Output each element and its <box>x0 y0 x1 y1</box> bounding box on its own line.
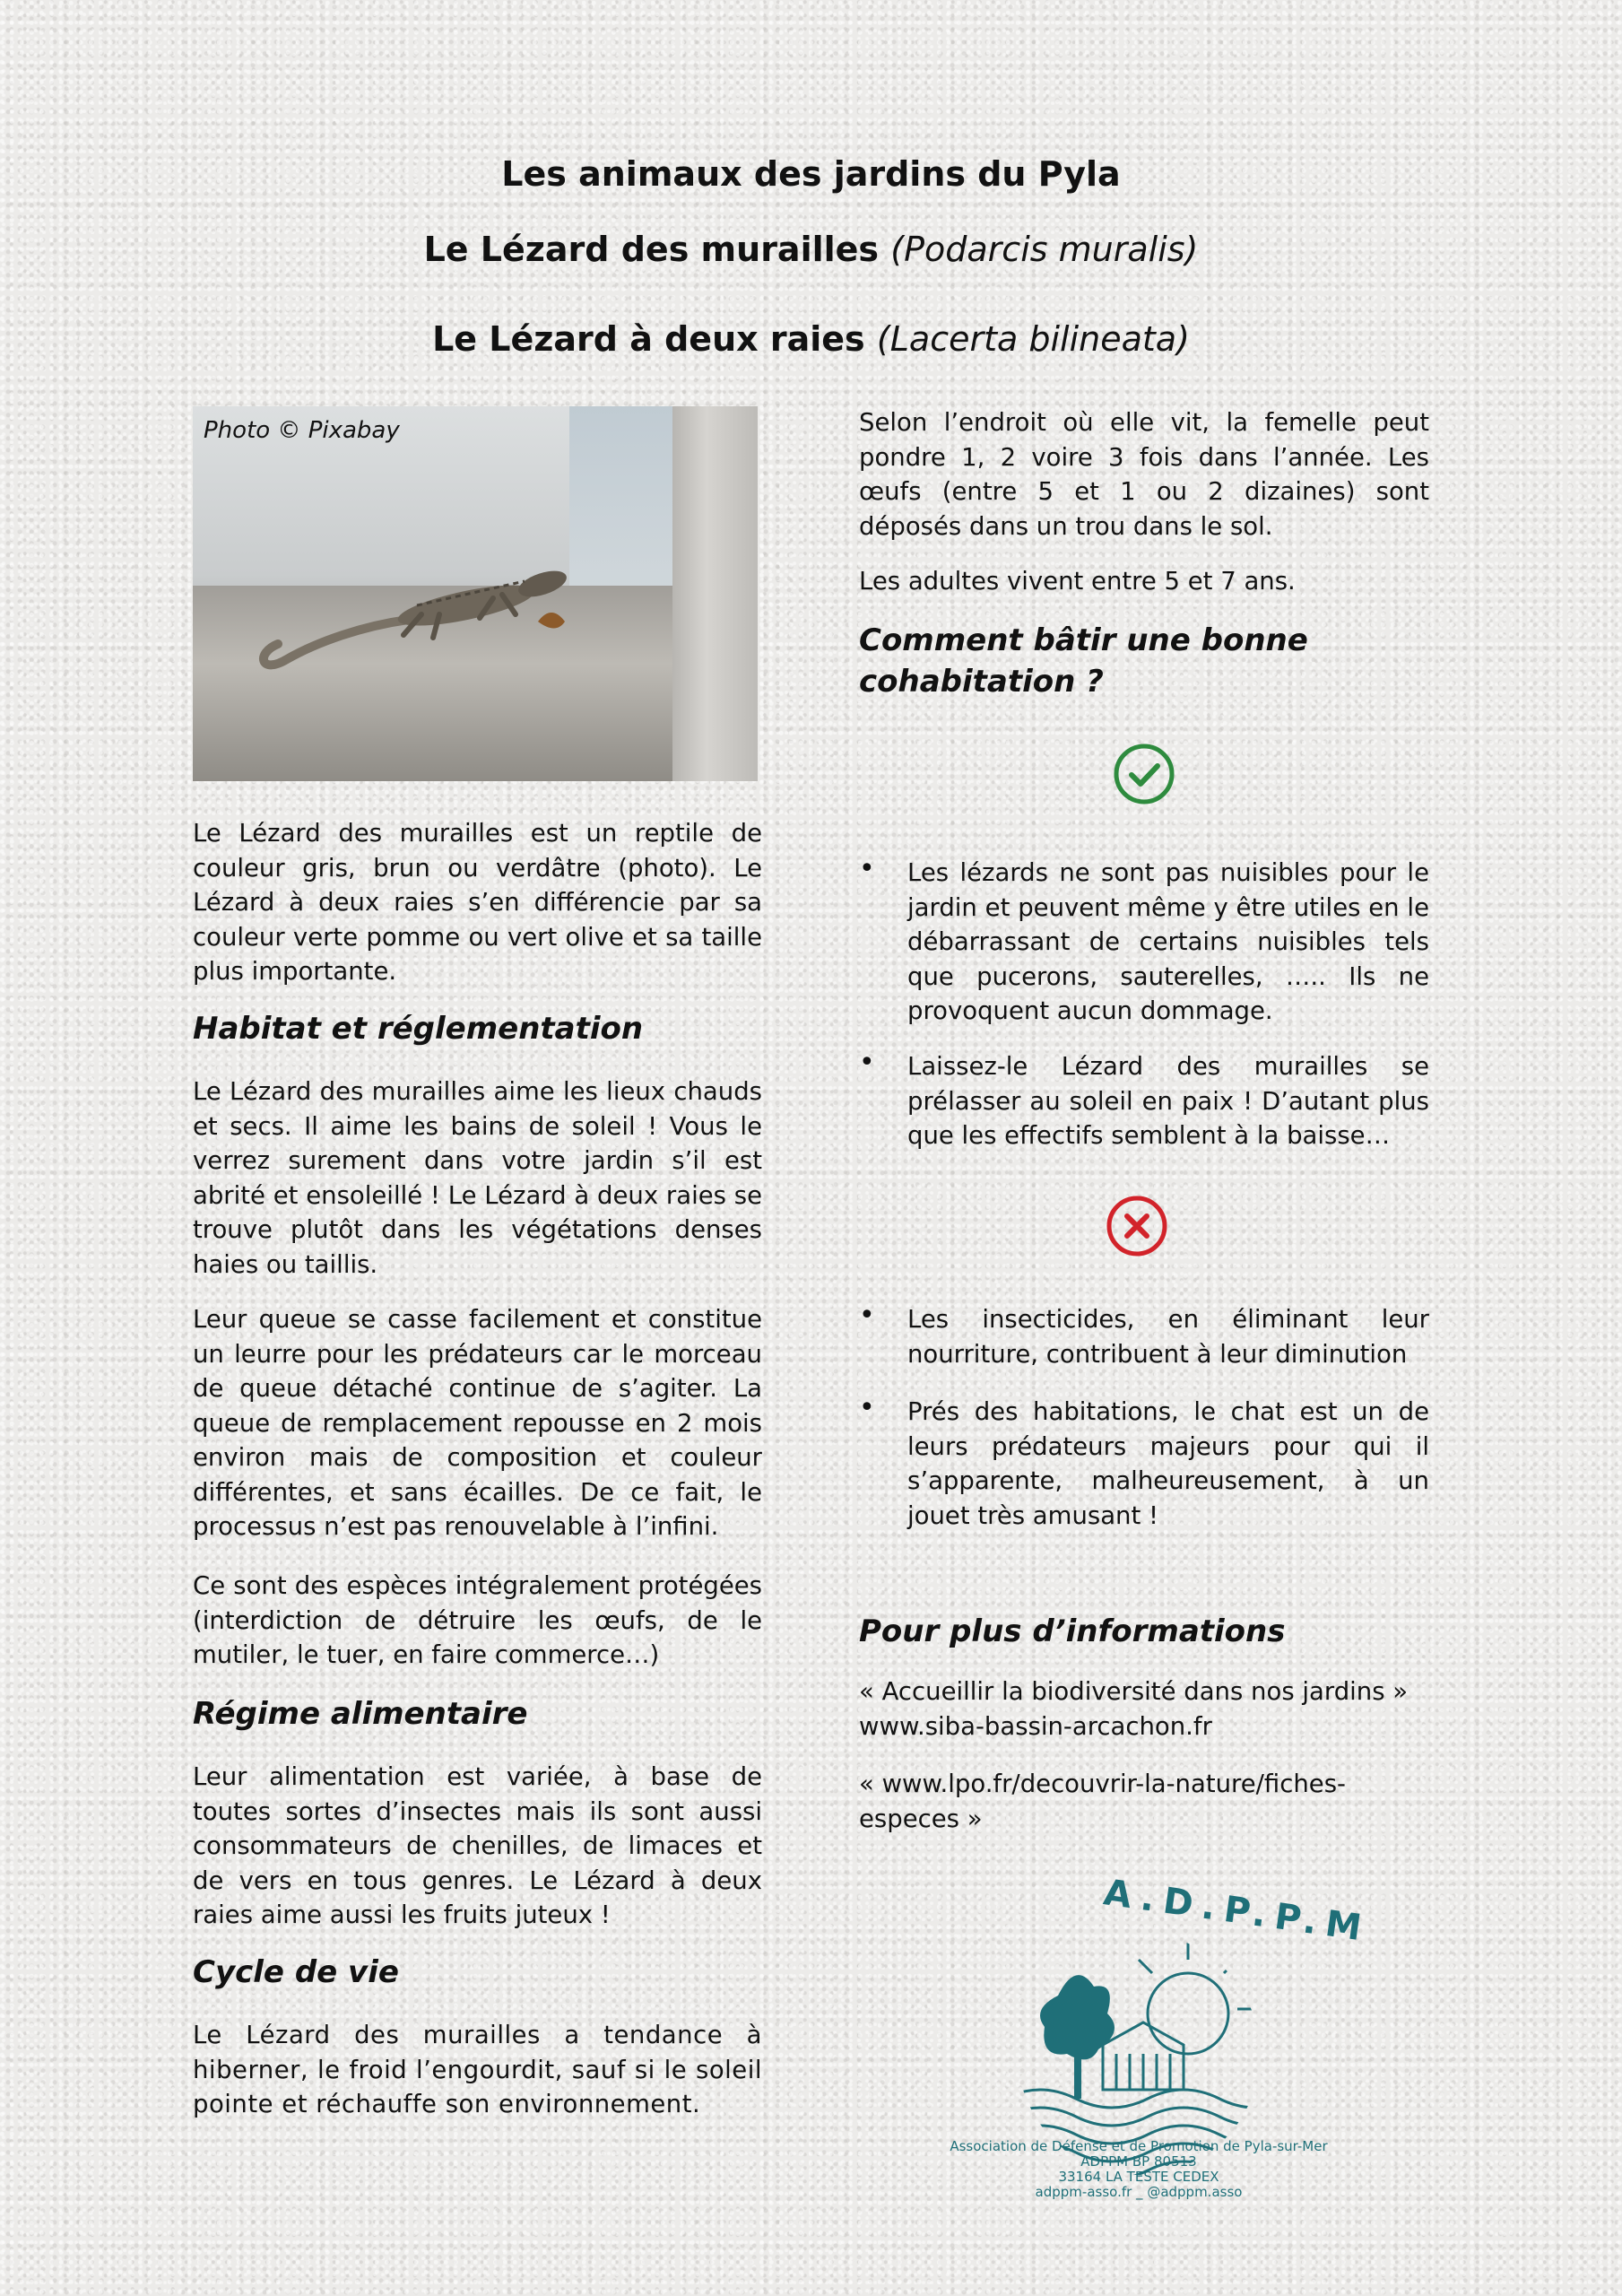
more-info-lpo: « www.lpo.fr/decouvrir-la-nature/fiches-especes » <box>859 1770 1346 1833</box>
cohabitation-heading: Comment bâtir une bonne cohabitation ? <box>859 622 1308 700</box>
bullet-point: • <box>859 853 875 884</box>
species2-title <box>0 319 1622 359</box>
more-info-heading: Pour plus d’informations <box>859 1613 1286 1649</box>
logo-address-block <box>915 2139 1363 2200</box>
logo-association-name: Association de Défense et de Promotion de Pyla-sur-Mer <box>950 2138 1328 2154</box>
reproduction-paragraph: Selon l’endroit où elle vit, la femelle peut pondre 1, 2 voire 3 fois dans l’année. Les œufs (entre 5 et 1 ou 2 dizaines) sont déposés dans un trou dans le sol. <box>859 408 1429 541</box>
species1-scientific-name: (Podarcis muralis) <box>890 230 1199 269</box>
page-title: Les animaux des jardins du Pyla <box>501 154 1121 194</box>
species2-name: Le Lézard à deux raies <box>432 319 865 359</box>
adults-lifespan-paragraph: Les adultes vivent entre 5 et 7 ans. <box>859 567 1296 596</box>
more-info-siba: « Accueillir la biodiversité dans nos jardins » www.siba-bassin-arcachon.fr <box>859 1677 1409 1741</box>
photo-credit: Photo © Pixabay <box>204 417 400 444</box>
bullet-point: • <box>859 1300 875 1331</box>
bad-practice-item-2 <box>859 1392 1429 1533</box>
logo-city: 33164 LA TESTE CEDEX <box>1058 2169 1219 2185</box>
bad-practice-text-2: Prés des habitations, le chat est un de leurs prédateurs majeurs pour qui il s’apparente, malheureusement, à un jouet très amusant ! <box>907 1397 1429 1530</box>
logo-postal-box: ADPPM BP 80513 <box>1080 2153 1197 2170</box>
habitat-paragraph-1: Le Lézard des murailles aime les lieux chauds et secs. Il aime les bains de soleil ! Vous le verrez surement dans votre jardin s’il est abrité et ensoleillé ! Le Lézard à deux raies se trouve plutôt dans les végétations denses haies ou taillis. <box>193 1077 762 1279</box>
check-circle-icon <box>1113 743 1175 805</box>
good-practice-item-2 <box>859 1049 1429 1153</box>
good-practice-text-1: Les lézards ne sont pas nuisibles pour le jardin et peuvent même y être utiles en le débarrassant de certains nuisibles tels que pucerons, sauterelles, ….. Ils ne provoquent aucun dommage. <box>907 858 1429 1025</box>
species1-name: Le Lézard des murailles <box>423 230 880 269</box>
bad-practice-item-1 <box>859 1302 1429 1371</box>
intro-paragraph: Le Lézard des murailles est un reptile de couleur gris, brun ou verdâtre (photo). Le Lézard à deux raies s’en différencie par sa couleur verte pomme ou vert olive et sa taille plus importante. <box>193 819 762 986</box>
lizard-photo <box>193 406 758 781</box>
life-cycle-paragraph: Le Lézard des murailles a tendance à hiberner, le froid l’engourdit, sauf si le soleil pointe et réchauffe son environnement. <box>193 2021 762 2118</box>
bullet-point: • <box>859 1392 875 1423</box>
cross-circle-icon <box>1106 1195 1168 1257</box>
species2-scientific-name: (Lacerta bilineata) <box>876 319 1190 359</box>
diet-heading: Régime alimentaire <box>193 1696 528 1732</box>
svg-text:A.D.P.P.M: A.D.P.P.M <box>1101 1872 1374 1951</box>
good-practice-text-2: Laissez-le Lézard des murailles se prélasser au soleil en paix ! D’autant plus que les effectifs semblent à la baisse… <box>907 1052 1429 1150</box>
habitat-paragraph-3: Ce sont des espèces intégralement protégées (interdiction de détruire les œufs, de le mutiler, le tuer, en faire commerce…) <box>193 1571 762 1669</box>
lizard-illustration <box>193 406 758 781</box>
diet-paragraph: Leur alimentation est variée, à base de toutes sortes d’insectes mais ils sont aussi consommateurs de chenilles, de limaces et de vers en tous genres. Le Lézard à deux raies aime aussi les fruits juteux ! <box>193 1762 762 1929</box>
bullet-point: • <box>859 1047 875 1078</box>
bad-practice-text-1: Les insecticides, en éliminant leur nourriture, contribuent à leur diminution <box>907 1305 1429 1369</box>
logo-web-social: adppm-asso.fr _ @adppm.asso <box>1035 2184 1243 2200</box>
habitat-heading: Habitat et réglementation <box>193 1011 644 1047</box>
species1-title <box>0 230 1622 269</box>
good-practice-item-1 <box>859 853 1429 1029</box>
habitat-paragraph-2: Leur queue se casse facilement et constitue un leurre pour les prédateurs car le morceau de queue détaché continue de s’agiter. La queue de remplacement repousse en 2 mois environ mais de composition et couleur différentes, et sans écailles. De ce fait, le processus n’est pas renouvelable à l’infini. <box>193 1305 762 1541</box>
life-cycle-heading: Cycle de vie <box>193 1954 399 1990</box>
